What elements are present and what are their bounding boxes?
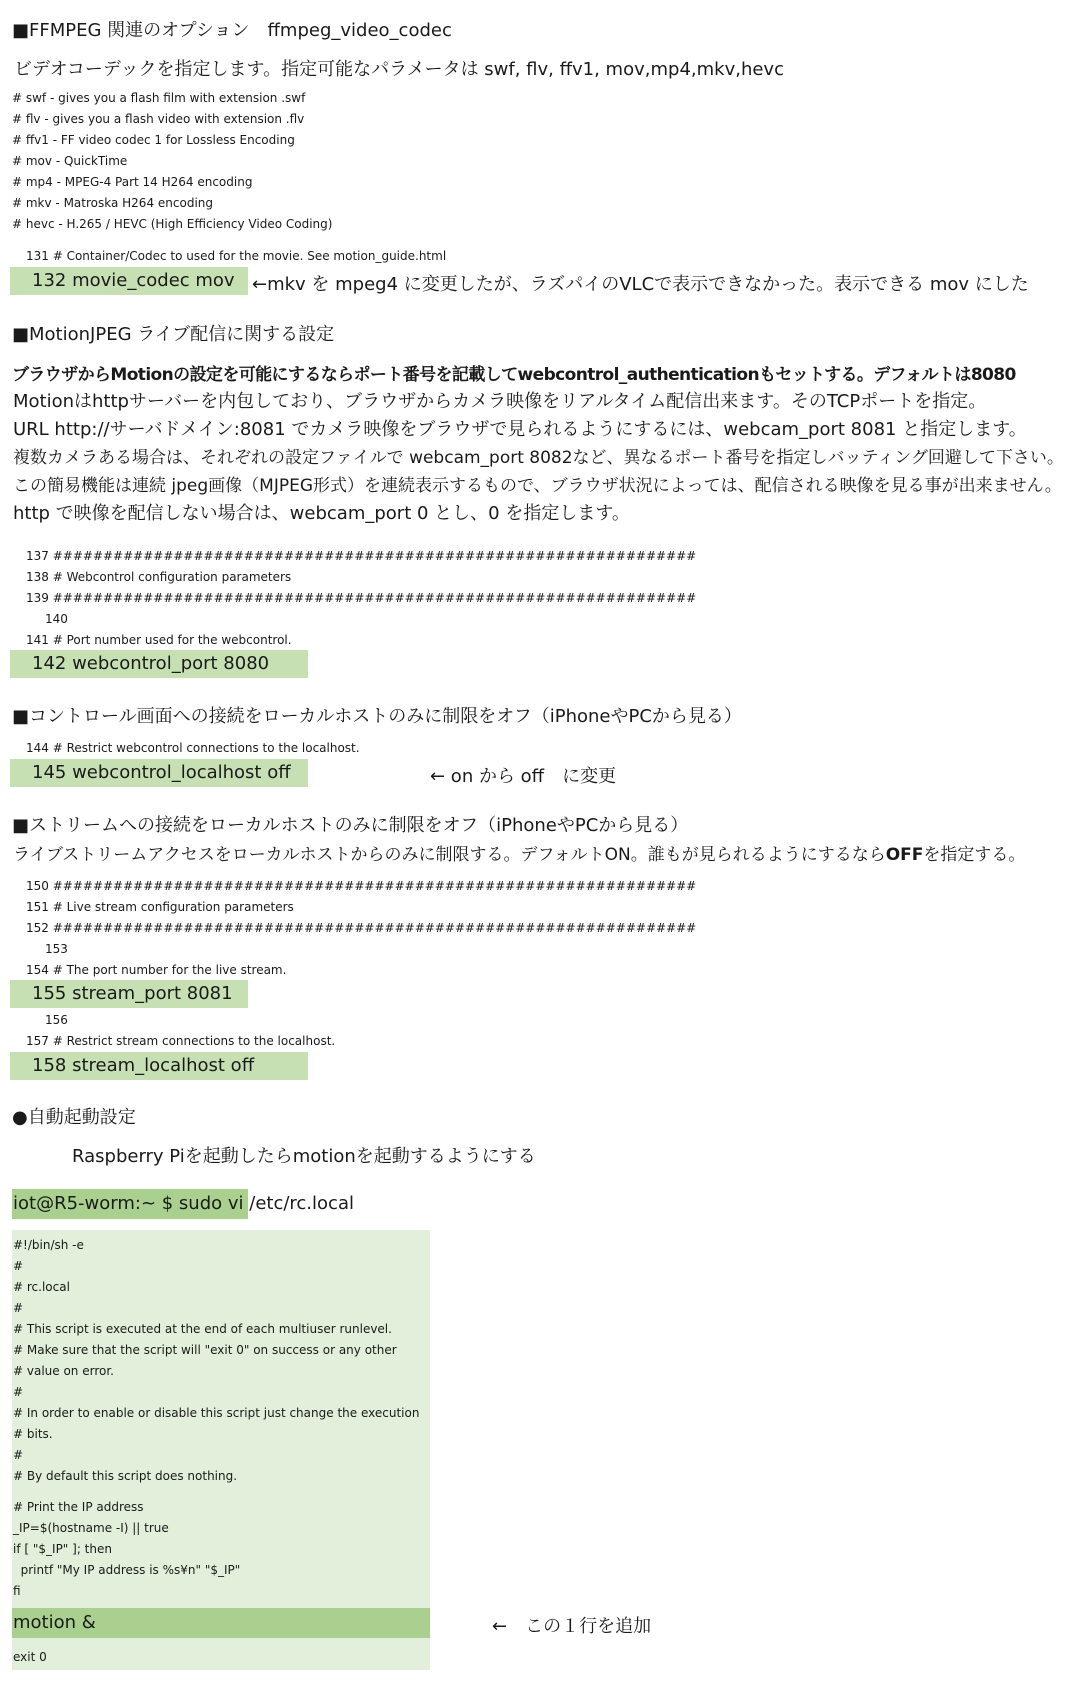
config-line-158 — [10, 1052, 308, 1080]
ip-line: _IP=$(hostname -I) || true — [13, 1521, 169, 1535]
config-line-145-text: 145 webcontrol_localhost off — [32, 762, 291, 783]
rc-line: # By default this script does nothing. — [13, 1469, 238, 1483]
ip-line: if [ "$_IP" ]; then — [13, 1542, 112, 1556]
codec-change-note: ←mkv を mpeg4 に変更したが、ラズパイのVLCで表示できなかった。表示できる mov にした — [252, 274, 1029, 295]
stream-description-off: OFF — [885, 845, 924, 865]
config-line: 151 # Live stream configuration parameters — [26, 900, 294, 914]
mjpeg-paragraph: http で映像を配信しない場合は、webcam_port 0 とし、0 を指定します。 — [13, 503, 630, 524]
rc-line: # rc.local — [13, 1280, 70, 1294]
config-line: 139 ################################################################ — [26, 591, 697, 605]
stream-description-end: を指定する。 — [923, 845, 1026, 865]
config-line-156: 156 — [45, 1013, 68, 1027]
stream-heading: ■ストリームへの接続をローカルホストのみに制限をオフ（iPhoneやPCから見る） — [12, 815, 689, 836]
rc-line: # bits. — [13, 1427, 53, 1441]
config-line: 137 ################################################################ — [26, 549, 697, 563]
rc-local-command — [12, 1189, 712, 1219]
config-line: 140 — [45, 612, 68, 626]
config-line-155-text: 155 stream_port 8081 — [32, 983, 233, 1004]
ffmpeg-description: ビデオコーデックを指定します。指定可能なパラメータは swf, flv, ffv1, mov,mp4,mkv,hevc — [14, 59, 784, 80]
autostart-heading: ●自動起動設定 — [12, 1107, 136, 1128]
rc-line: # — [13, 1259, 24, 1273]
config-line-157: 157 # Restrict stream connections to the localhost. — [26, 1034, 336, 1048]
rc-line: # Make sure that the script will "exit 0" on success or any other — [13, 1343, 397, 1357]
config-line-142 — [10, 650, 308, 678]
localhost-heading: ■コントロール画面への接続をローカルホストのみに制限をオフ（iPhoneやPCから見る） — [12, 706, 742, 727]
motion-add-note: ← この１行を追加 — [492, 1616, 652, 1637]
config-line: 152 ################################################################ — [26, 921, 697, 935]
codec-comment: # swf - gives you a flash film with extension .swf — [12, 91, 306, 105]
mjpeg-paragraph: 複数カメラある場合は、それぞれの設定ファイルで webcam_port 8082など、異なるポート番号を指定しバッティング回避して下さい。 — [13, 448, 1064, 468]
rc-line: # value on error. — [13, 1364, 114, 1378]
rc-line: # In order to enable or disable this script just change the execution — [13, 1406, 420, 1420]
stream-description — [13, 840, 1025, 865]
config-line-132-text: 132 movie_codec mov — [32, 270, 235, 291]
rc-line: # — [13, 1448, 24, 1462]
mjpeg-bold-note: ブラウザからMotionの設定を可能にするならポート番号を記載してwebcontrol_authenticationもセットする。デフォルトは8080 — [12, 365, 1016, 385]
mjpeg-paragraph: Motionはhttpサーバーを内包しており、ブラウザからカメラ映像をリアルタイム配信出来ます。そのTCPポートを指定。 — [13, 391, 987, 412]
codec-comment: # mov - QuickTime — [12, 154, 128, 168]
command-prompt: iot@R5-worm:~ $ sudo vi / — [13, 1193, 256, 1214]
rc-line: # This script is executed at the end of each multiuser runlevel. — [13, 1322, 392, 1336]
codec-comment: # mkv - Matroska H264 encoding — [12, 196, 213, 210]
config-line-155 — [10, 980, 248, 1008]
rc-line: #!/bin/sh -e — [13, 1238, 84, 1252]
config-line: 141 # Port number used for the webcontrol. — [26, 633, 292, 647]
codec-comment: # hevc - H.265 / HEVC (High Efficiency Video Coding) — [12, 217, 333, 231]
localhost-change-note: ← on から off に変更 — [430, 766, 617, 787]
motion-line — [12, 1608, 430, 1638]
config-line: 153 — [45, 942, 68, 956]
ip-line: # Print the IP address — [13, 1500, 144, 1514]
config-line-158-text: 158 stream_localhost off — [32, 1055, 255, 1076]
autostart-description: Raspberry Piを起動したらmotionを起動するようにする — [72, 1146, 536, 1167]
exit-line: exit 0 — [13, 1650, 47, 1664]
mjpeg-paragraph: URL http://サーバドメイン:8081 でカメラ映像をブラウザで見られるようにするには、webcam_port 8081 と指定します。 — [13, 419, 1027, 440]
config-line: 150 ################################################################ — [26, 879, 697, 893]
motion-line-text: motion & — [13, 1612, 96, 1633]
rc-line: # — [13, 1385, 24, 1399]
codec-comment: # mp4 - MPEG-4 Part 14 H264 encoding — [12, 175, 253, 189]
ip-line: fi — [13, 1584, 21, 1598]
codec-comment: # ffv1 - FF video codec 1 for Lossless Encoding — [12, 133, 295, 147]
rc-line: # — [13, 1301, 24, 1315]
command-text — [13, 1193, 354, 1214]
config-line-142-text: 142 webcontrol_port 8080 — [32, 653, 270, 674]
command-path: etc/rc.local — [255, 1193, 354, 1214]
mjpeg-heading: ■MotionJPEG ライブ配信に関する設定 — [12, 324, 335, 345]
config-line-132 — [10, 267, 248, 295]
config-line: 138 # Webcontrol configuration parameters — [26, 570, 292, 584]
config-line-145 — [10, 759, 308, 787]
mjpeg-paragraph: この簡易機能は連続 jpeg画像（MJPEG形式）を連続表示するもので、ブラウザ状況によっては、配信される映像を見る事が出来ません。 — [13, 476, 1062, 496]
ffmpeg-heading: ■FFMPEG 関連のオプション ffmpeg_video_codec — [12, 20, 452, 41]
rc-local-block — [12, 1230, 430, 1670]
codec-comment: # flv - gives you a flash video with extension .flv — [12, 112, 305, 126]
config-line: 154 # The port number for the live stream. — [26, 963, 287, 977]
config-line-131: 131 # Container/Codec to used for the movie. See motion_guide.html — [26, 249, 447, 263]
stream-description-text: ライブストリームアクセスをローカルホストからのみに制限する。デフォルトON。誰もが見られるようにするなら — [13, 845, 886, 865]
config-line-144: 144 # Restrict webcontrol connections to the localhost. — [26, 741, 360, 755]
ip-line: printf "My IP address is %s¥n" "$_IP" — [13, 1563, 241, 1577]
